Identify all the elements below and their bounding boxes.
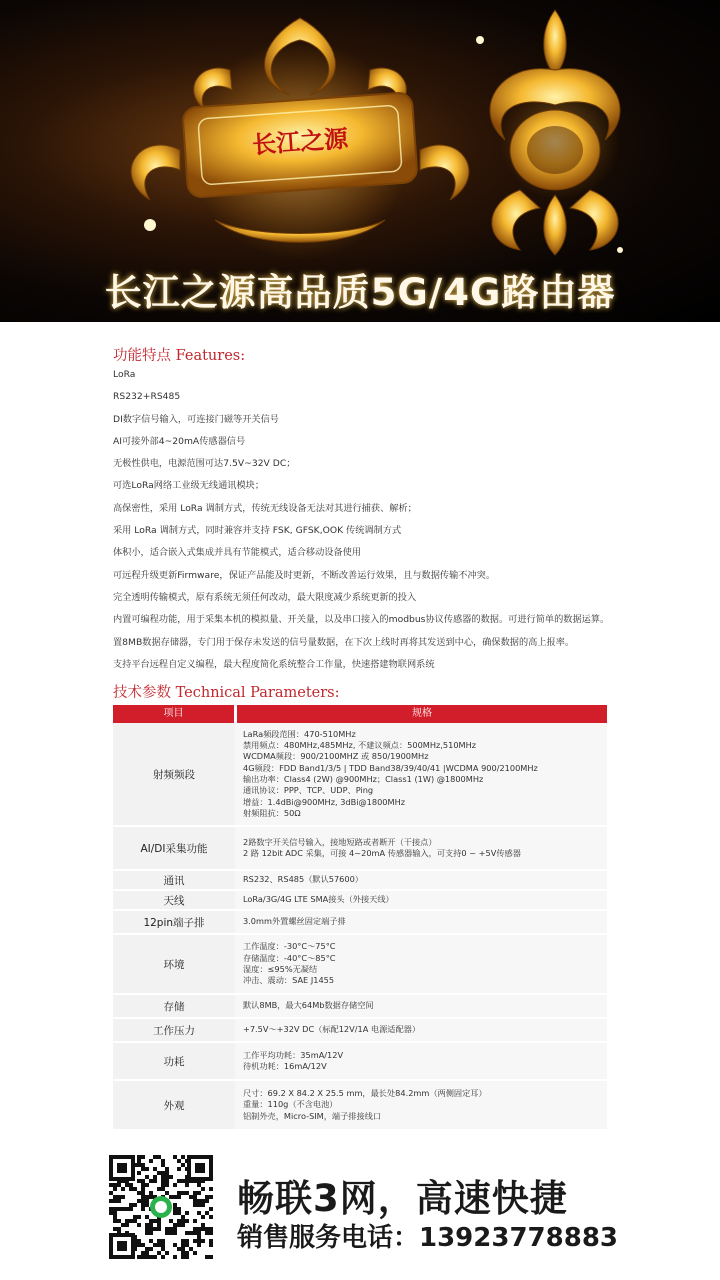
seal-text: 长江之源: [251, 123, 350, 160]
slogan: 畅联3网，高速快捷: [237, 1177, 568, 1220]
params-table: [113, 705, 607, 1131]
spec-line: 工作平均功耗：35mA/12V: [242, 1049, 344, 1060]
spec-line: 待机功耗：16mA/12V: [242, 1061, 327, 1071]
spec-line: 存储温度：-40°C～85°C: [242, 952, 336, 963]
param-spec: [235, 723, 607, 825]
feature-item: 无极性供电，电源范围可达7.5V~32V DC；: [113, 458, 296, 470]
feature-item: RS232+RS485: [113, 391, 181, 403]
param-name: 通讯: [113, 871, 235, 889]
table-row: [113, 995, 607, 1019]
spec-line: 通讯协议：PPP、TCP、UDP、Ping: [242, 785, 374, 796]
header-item: 项目: [113, 705, 234, 723]
spec-line: 铝制外壳，Micro-SIM，端子排接线口: [242, 1110, 382, 1121]
table-body: [113, 723, 607, 1131]
param-spec: [235, 995, 607, 1017]
table-row: [113, 723, 607, 827]
qr-code-icon: [108, 1154, 214, 1260]
param-spec: [235, 1081, 607, 1129]
table-header: [113, 705, 607, 723]
feature-item: 置8MB数据存储器，专门用于保存未发送的信号量数据，在下次上线时再将其发送到中心，确保数据的高上报率。: [113, 636, 575, 648]
spec-line: 禁用频点：480MHz,485MHz, 不建议频点：500MHz,510MHz: [242, 740, 477, 751]
hero-banner: [0, 0, 720, 322]
footer: [0, 1142, 720, 1280]
param-spec: [235, 891, 607, 909]
header-spec: 规格: [237, 705, 607, 723]
table-row: [113, 1019, 607, 1043]
table-row: [113, 871, 607, 891]
feature-item: DI数字信号输入，可连接门磁等开关信号: [113, 413, 279, 425]
param-spec: [235, 827, 607, 869]
spec-line: 湿度：≤95%无凝结: [242, 964, 318, 974]
banner-title: 长江之源高品质5G/4G路由器: [104, 271, 616, 314]
spec-line: RS232、RS485（默认57600）: [242, 874, 363, 885]
feature-item: 可选LoRa网络工业级无线通讯模块；: [113, 480, 265, 492]
feature-item: 完全透明传输模式，原有系统无须任何改动，最大限度减少系统更新的投入: [113, 591, 417, 603]
spec-line: 重量：110g（不含电池）: [242, 1099, 338, 1110]
param-spec: [235, 871, 607, 889]
feature-item: 支持平台远程自定义编程，最大程度简化系统整合工作量，快速搭建物联网系统: [113, 658, 435, 670]
param-name: AI/DI采集功能: [113, 827, 235, 869]
table-row: [113, 1081, 607, 1131]
spec-line: 冲击、震动：SAE J1455: [242, 975, 335, 986]
spec-line: 2 路 12bit ADC 采集，可接 4~20mA 传感器输入，可支持0 ~ +5V传感器: [242, 848, 521, 858]
features-title: 功能特点 Features:: [113, 348, 246, 364]
spec-line: 2路数字开关信号输入，接地短路或者断开（干接点）: [242, 836, 437, 847]
table-row: [113, 935, 607, 995]
spec-line: +7.5V～+32V DC（标配12V/1A 电源适配器）: [242, 1024, 421, 1035]
spec-line: 3.0mm外置螺丝固定端子排: [242, 916, 346, 927]
feature-item: 高保密性，采用 LoRa 调制方式，传统无线设备无法对其进行捕获、解析；: [113, 502, 417, 514]
spec-line: LoRa/3G/4G LTE SMA接头（外接天线）: [242, 894, 394, 905]
features-list: [113, 368, 633, 680]
param-name: 存储: [113, 995, 235, 1017]
param-name: 环境: [113, 935, 235, 993]
param-name: 天线: [113, 891, 235, 909]
param-name: 射频频段: [113, 723, 235, 825]
feature-item: 内置可编程功能，用于采集本机的模拟量、开关量，以及串口接入的modbus协议传感器的数据。可进行简单的数据运算。: [113, 614, 610, 626]
params-title: 技术参数 Technical Parameters:: [113, 685, 340, 701]
feature-item: AI可接外部4~20mA传感器信号: [113, 435, 246, 447]
spec-line: 增益：1.4dBi@900MHz, 3dBi@1800MHz: [242, 796, 406, 807]
sales-phone: 销售服务电话：13923778883: [237, 1223, 618, 1253]
spec-line: 4G频段：FDD Band1/3/5 | TDD Band38/39/40/41 |WCDMA 900/2100MHz: [242, 762, 538, 773]
param-spec: [235, 911, 607, 933]
spec-line: 工作温度：-30°C～75°C: [242, 941, 336, 952]
param-spec: [235, 1043, 607, 1079]
spec-line: 射频阻抗：50Ω: [242, 807, 301, 818]
spec-line: 尺寸：69.2 X 84.2 X 25.5 mm，最长处84.2mm（两侧固定耳）: [242, 1088, 487, 1099]
table-row: [113, 911, 607, 935]
table-row: [113, 891, 607, 911]
spec-line: 输出功率：Class4 (2W) @900MHz；Class1 (1W) @1800MHz: [242, 774, 484, 784]
param-spec: [235, 1019, 607, 1041]
table-row: [113, 827, 607, 871]
param-name: 功耗: [113, 1043, 235, 1079]
param-name: 12pin端子排: [113, 911, 235, 933]
param-name: 工作压力: [113, 1019, 235, 1041]
feature-item: 采用 LoRa 调制方式，同时兼容并支持 FSK, GFSK,OOK 传统调制方式: [113, 525, 402, 537]
spec-line: 默认8MB，最大64Mb数据存储空间: [242, 1000, 374, 1011]
feature-item: 体积小，适合嵌入式集成并具有节能模式，适合移动设备使用: [113, 547, 362, 559]
spec-line: WCDMA频段：900/2100MHZ 或 850/1900MHz: [242, 751, 429, 762]
spec-line: LaRa频段范围：470-510MHz: [242, 728, 356, 739]
param-name: 外观: [113, 1081, 235, 1129]
param-spec: [235, 935, 607, 993]
feature-item: 可远程升级更新Firmware，保证产品能及时更新，不断改善运行效果，且与数据传输不冲突。: [113, 569, 496, 581]
table-row: [113, 1043, 607, 1081]
feature-item: LoRa: [113, 369, 136, 380]
